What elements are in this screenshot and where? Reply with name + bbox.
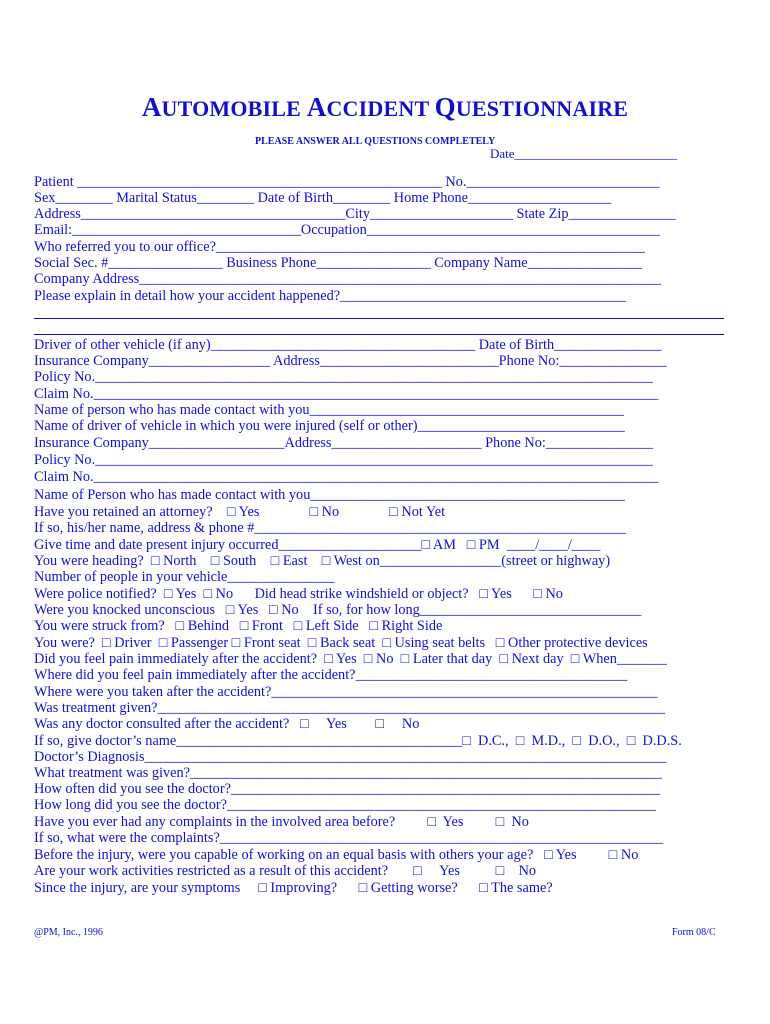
work-restriction-line[interactable]: Are your work activities restricted as a result of this accident? □ Yes □ No [34, 863, 537, 879]
insurance-company-line-2[interactable]: Insurance Company___________________Address_____________________ Phone No:_______________ [34, 435, 654, 451]
form-subtitle: PLEASE ANSWER ALL QUESTIONS COMPLETELY [255, 136, 496, 147]
policy-number-line-2[interactable]: Policy No.______________________________________________________________________________ [34, 452, 653, 468]
doctor-duration-line[interactable]: How long did you see the doctor?____________________________________________________________ [34, 797, 656, 813]
policy-number-line[interactable]: Policy No.______________________________________________________________________________ [34, 369, 653, 385]
referred-line[interactable]: Who referred you to our office?____________________________________________________________ [34, 239, 645, 255]
you-were-line[interactable]: You were? □ Driver □ Passenger □ Front seat □ Back seat □ Using seat belts □ Other protective devices [34, 635, 648, 651]
contact-person-line[interactable]: Name of person who has made contact with you____________________________________________ [34, 402, 625, 418]
doctor-frequency-line[interactable]: How often did you see the doctor?____________________________________________________________ [34, 781, 660, 797]
doctor-consulted-line[interactable]: Was any doctor consulted after the accident? □ Yes □ No [34, 716, 420, 732]
work-capability-line[interactable]: Before the injury, were you capable of working on an equal basis with others your age? □ Yes □ No [34, 847, 639, 863]
people-count-line[interactable]: Number of people in your vehicle_______________ [34, 569, 335, 585]
explanation-blank-line-2[interactable] [34, 334, 724, 335]
attorney-line[interactable]: Have you retained an attorney? □ Yes □ No □ Not Yet [34, 504, 446, 520]
sex-line[interactable]: Sex________ Marital Status________ Date of Birth________ Home Phone____________________ [34, 190, 611, 206]
prior-complaints-line[interactable]: Have you ever had any complaints in the involved area before? □ Yes □ No [34, 814, 529, 830]
struck-from-line[interactable]: You were struck from? □ Behind □ Front □ Left Side □ Right Side [34, 618, 443, 634]
injury-time-line[interactable]: Give time and date present injury occurred____________________□ AM □ PM ____/____/____ [34, 537, 601, 553]
unconscious-line[interactable]: Were you knocked unconscious □ Yes □ No If so, for how long_______________________________ [34, 602, 642, 618]
claim-number-line-2[interactable]: Claim No._______________________________________________________________________________ [34, 469, 659, 485]
police-line[interactable]: Were police notified? □ Yes □ No Did head strike windshield or object? □ Yes □ No [34, 586, 563, 602]
patient-line[interactable]: Patient ___________________________________________________ No.___________________________ [34, 174, 660, 190]
accident-explanation-line[interactable]: Please explain in detail how your accident happened?________________________________________ [34, 288, 627, 304]
complaints-line[interactable]: If so, what were the complaints?______________________________________________________________ [34, 830, 663, 846]
doctor-name-line[interactable]: If so, give doctor’s name________________________________________□ D.C., □ M.D., □ D.O., □ D.D.S. [34, 733, 682, 749]
claim-number-line[interactable]: Claim No._______________________________________________________________________________ [34, 386, 659, 402]
address-line[interactable]: Address_____________________________________City____________________ State Zip_______________ [34, 206, 676, 222]
contact-person-line-2[interactable]: Name of Person who has made contact with you____________________________________________ [34, 487, 625, 503]
diagnosis-line[interactable]: Doctor’s Diagnosis_________________________________________________________________________ [34, 749, 667, 765]
footer-copyright: @PM, Inc., 1996 [34, 927, 103, 938]
other-driver-line[interactable]: Driver of other vehicle (if any)_____________________________________ Date of Birth_______________ [34, 337, 662, 353]
attorney-info-line[interactable]: If so, his/her name, address & phone #____________________________________________________ [34, 520, 627, 536]
pain-location-line[interactable]: Where did you feel pain immediately after the accident?______________________________________ [34, 667, 628, 683]
heading-line[interactable]: You were heading? □ North □ South □ East □ West on_________________(street or highway) [34, 553, 611, 569]
email-line[interactable]: Email:________________________________Occupation_________________________________________ [34, 222, 660, 238]
insurance-company-line[interactable]: Insurance Company_________________ Address_________________________Phone No:_______________ [34, 353, 667, 369]
social-security-line[interactable]: Social Sec. #________________ Business Phone________________ Company Name________________ [34, 255, 642, 271]
treatment-given-line[interactable]: Was treatment given?_______________________________________________________________________ [34, 700, 666, 716]
symptoms-line[interactable]: Since the injury, are your symptoms □ Improving? □ Getting worse? □ The same? [34, 880, 553, 896]
driver-name-line[interactable]: Name of driver of vehicle in which you were injured (self or other)_____________________________ [34, 418, 625, 434]
company-address-line[interactable]: Company Address_________________________________________________________________________ [34, 271, 662, 287]
explanation-blank-line-1[interactable] [34, 318, 724, 319]
date-field[interactable]: Date_________________________ [490, 146, 678, 161]
taken-to-line[interactable]: Where were you taken after the accident?______________________________________________________ [34, 684, 658, 700]
footer-form-number: Form 08/C [672, 927, 716, 938]
treatment-line[interactable]: What treatment was given?__________________________________________________________________ [34, 765, 662, 781]
pain-timing-line[interactable]: Did you feel pain immediately after the accident? □ Yes □ No □ Later that day □ Next day □ When_______ [34, 651, 667, 667]
form-title: AUTOMOBILE ACCIDENT QUESTIONNAIRE [141, 92, 629, 122]
